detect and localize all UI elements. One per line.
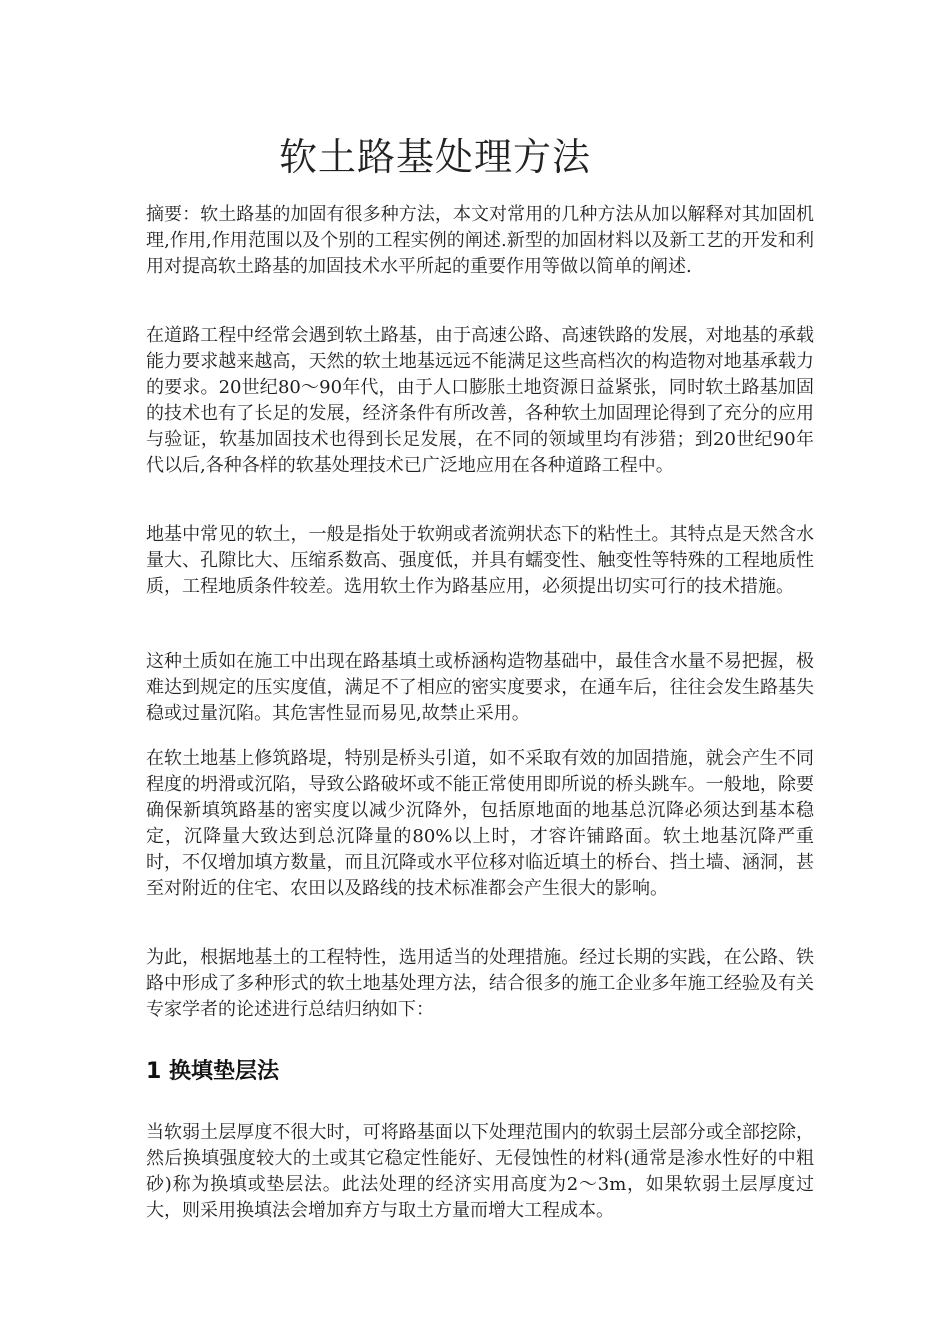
body-paragraph-4: 在软土地基上修筑路堤，特别是桥头引道，如不采取有效的加固措施，就会产生不同程度的坍滑或沉陷，导致公路破坏或不能正常使用即所说的桥头跳车。一般地，除要确保新填筑路基的密实度以减少沉降外，包括原地面的地基总沉降必须达到基本稳定，沉降量大致达到总沉降量的80%以上时，才容许铺路面。软土地基沉降严重时，不仅增加填方数量，而且沉降或水平位移对临近填土的桥台、挡土墙、涵洞，甚至对附近的住宅、农田以及路线的技术标准都会产生很大的影响。 xyxy=(146,748,814,899)
body-paragraph-1: 在道路工程中经常会遇到软土路基，由于高速公路、高速铁路的发展，对地基的承载能力要求越来越高，天然的软土地基远远不能满足这些高档次的构造物对地基承载力的要求。20世纪80～90年代，由于人口膨胀土地资源日益紧张，同时软土路基加固的技术也有了长足的发展，经济条件有所改善，各种软土加固理论得到了充分的应用与验证，软基加固技术也得到长足发展，在不同的领域里均有涉猎；到20世纪90年代以后,各种各样的软基处理技术已广泛地应用在各种道路工程中。 xyxy=(146,325,814,476)
body-paragraph-3: 这种土质如在施工中出现在路基填土或桥涵构造物基础中，最佳含水量不易把握，极难达到规定的压实度值，满足不了相应的密实度要求，在通车后，往往会发生路基失稳或过量沉陷。其危害性显而易见,故禁止采用。 xyxy=(146,651,814,724)
abstract-paragraph: 摘要：软土路基的加固有很多种方法，本文对常用的几种方法从加以解释对其加固机理,作用,作用范围以及个别的工程实例的阐述.新型的加固材料以及新工艺的开发和利用对提高软土路基的加固技术水平所起的重要作用等做以简单的阐述. xyxy=(146,204,814,277)
body-paragraph-2: 地基中常见的软土，一般是指处于软朔或者流朔状态下的粘性土。其特点是天然含水量大、孔隙比大、压缩系数高、强度低，并具有蠕变性、触变性等特殊的工程地质性质，工程地质条件较差。选用软土作为路基应用，必须提出切实可行的技术措施。 xyxy=(146,524,814,597)
document-title: 软土路基处理方法 xyxy=(278,135,591,179)
section-1-paragraph: 当软弱土层厚度不很大时，可将路基面以下处理范围内的软弱土层部分或全部挖除，然后换填强度较大的土或其它稳定性能好、无侵蚀性的材料(通常是渗水性好的中粗砂)称为换填或垫层法。此法处理的经济实用高度为2～3m，如果软弱土层厚度过大，则采用换填法会增加弃方与取土方量而增大工程成本。 xyxy=(146,1122,814,1221)
body-paragraph-5: 为此，根据地基土的工程特性，选用适当的处理措施。经过长期的实践，在公路、铁路中形成了多种形式的软土地基处理方法，结合很多的施工企业多年施工经验及有关专家学者的论述进行总结归纳如下： xyxy=(146,947,814,1020)
section-1-heading: 1 换填垫层法 xyxy=(146,1059,279,1084)
